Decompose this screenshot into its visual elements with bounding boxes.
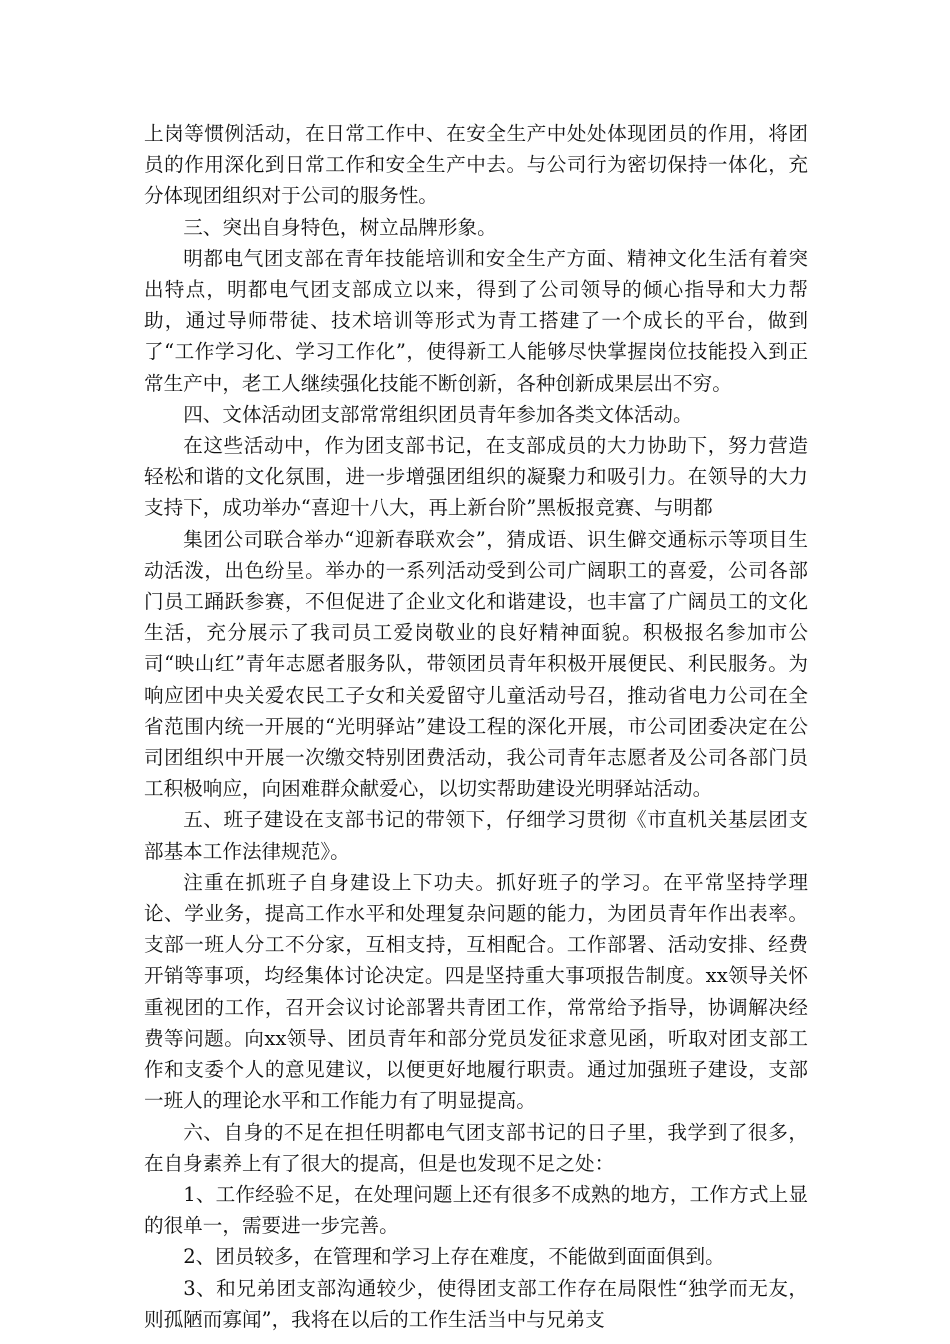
section-heading-3: 三、突出自身特色，树立品牌形象。 [183, 215, 497, 239]
list-item: 2、团员较多，在管理和学习上存在难度，不能做到面面俱到。 [183, 1245, 725, 1269]
paragraph: 注重在抓班子自身建设上下功夫。抓好班子的学习。在平常坚持学理论、学业务，提高工作水平和处理复杂问题的能力，为团员青年作出表率。支部一班人分工不分家，互相支持，互相配合。工作部署、活动安排、经费开销等事项，均经集体讨论决定。四是坚持重大事项报告制度。xx领导关怀重视团的工作，召开会议讨论部署共青团工作，常常给予指导，协调解决经费等问题。向xx领导、团员青年和部分党员发征求意见函，听取对团支部工作和支委个人的意见建议，以便更好地履行职责。通过加强班子建设，支部一班人的理论水平和工作能力有了明显提高。 [144, 870, 808, 1113]
list-item: 3、和兄弟团支部沟通较少，使得团支部工作存在局限性“独学而无友，则孤陋而寡闻”，我将在以后的工作生活当中与兄弟支 [144, 1276, 808, 1331]
paragraph: 明都电气团支部在青年技能培训和安全生产方面、精神文化生活有着突出特点，明都电气团支部成立以来，得到了公司领导的倾心指导和大力帮助，通过导师带徒、技术培训等形式为青工搭建了一个成长的平台，做到了“工作学习化、学习工作化”，使得新工人能够尽快掌握岗位技能投入到正常生产中，老工人继续强化技能不断创新，各种创新成果层出不穷。 [144, 246, 808, 395]
section-heading-5: 五、班子建设在支部书记的带领下，仔细学习贯彻《市直机关基层团支部基本工作法律规范》。 [144, 808, 808, 863]
document-body [144, 118, 808, 1335]
paragraph: 集团公司联合举办“迎新春联欢会”，猜成语、识生僻交通标示等项目生动活泼，出色纷呈。举办的一系列活动受到公司广阔职工的喜爱，公司各部门员工踊跃参赛，不但促进了企业文化和谐建设，也丰富了广阔员工的文化生活，充分展示了我司员工爱岗敬业的良好精神面貌。积极报名参加市公司“映山红”青年志愿者服务队，带领团员青年积极开展便民、利民服务。为响应团中央关爱农民工子女和关爱留守儿童活动号召，推动省电力公司在全省范围内统一开展的“光明驿站”建设工程的深化开展，市公司团委决定在公司团组织中开展一次缴交特别团费活动，我公司青年志愿者及公司各部门员工积极响应，向困难群众献爱心，以切实帮助建设光明驿站活动。 [144, 527, 808, 801]
section-heading-4: 四、文体活动团支部常常组织团员青年参加各类文体活动。 [183, 402, 693, 426]
paragraph: 在这些活动中，作为团支部书记，在支部成员的大力协助下，努力营造轻松和谐的文化氛围，进一步增强团组织的凝聚力和吸引力。在领导的大力支持下，成功举办“喜迎十八大，再上新台阶”黑板报竞赛、与明都 [144, 434, 808, 520]
paragraph-continued: 上岗等惯例活动，在日常工作中、在安全生产中处处体现团员的作用，将团员的作用深化到日常工作和安全生产中去。与公司行为密切保持一体化，充分体现团组织对于公司的服务性。 [144, 122, 808, 208]
list-item: 1、工作经验不足，在处理问题上还有很多不成熟的地方，工作方式上显的很单一，需要进一步完善。 [144, 1182, 808, 1238]
section-heading-6: 六、自身的不足在担任明都电气团支部书记的日子里，我学到了很多，在自身素养上有了很大的提高，但是也发现不足之处： [144, 1120, 808, 1175]
